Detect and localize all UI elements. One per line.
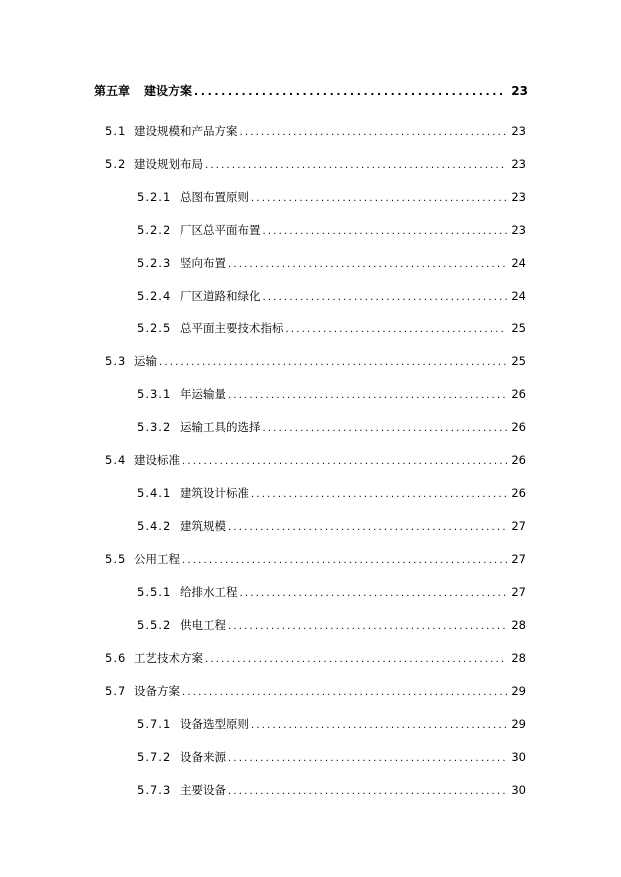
toc-dot-leader bbox=[228, 751, 507, 767]
toc-entry-number: 5.7.1 bbox=[137, 717, 172, 731]
toc-entry-number: 5.3.1 bbox=[137, 387, 172, 401]
toc-entry-5-2-4[interactable] bbox=[137, 288, 526, 306]
toc-entry-5-3-2[interactable] bbox=[137, 419, 526, 437]
toc-dot-leader bbox=[240, 125, 508, 141]
toc-entry-number: 5.6 bbox=[105, 651, 127, 665]
toc-entry-title: 建筑设计标准 bbox=[180, 486, 249, 500]
toc-page-number: 23 bbox=[511, 157, 526, 171]
toc-entry-number: 5.3.2 bbox=[137, 420, 172, 434]
toc-entry-title: 主要设备 bbox=[180, 783, 226, 797]
toc-chapter-title: 建设方案 bbox=[144, 84, 193, 98]
toc-entry-number: 5.2 bbox=[105, 157, 127, 171]
toc-entry-title: 竖向布置 bbox=[180, 256, 226, 270]
toc-entry-number: 5.1 bbox=[105, 124, 127, 138]
toc-entry-number: 5.4.2 bbox=[137, 519, 172, 533]
toc-entry-number: 5.2.2 bbox=[137, 223, 172, 237]
toc-entry-5-7-1[interactable] bbox=[137, 716, 526, 734]
toc-page-number: 23 bbox=[511, 190, 526, 204]
toc-dot-leader bbox=[240, 586, 508, 602]
toc-entry-title: 设备来源 bbox=[180, 750, 226, 764]
toc-page-number: 24 bbox=[511, 289, 526, 303]
toc-entry-number: 5.2.3 bbox=[137, 256, 172, 270]
toc-dot-leader bbox=[228, 257, 507, 273]
toc-dot-leader bbox=[251, 191, 507, 207]
toc-page-number: 27 bbox=[511, 519, 526, 533]
toc-entry-title: 公用工程 bbox=[134, 552, 180, 566]
toc-dot-leader bbox=[228, 520, 507, 536]
toc-entry-5-5[interactable] bbox=[105, 551, 526, 569]
toc-entry-number: 5.4 bbox=[105, 453, 127, 467]
toc-entry-title: 年运输量 bbox=[180, 387, 226, 401]
toc-entry-5-3[interactable] bbox=[105, 353, 526, 371]
toc-entry-number: 5.2.4 bbox=[137, 289, 172, 303]
toc-entry-number: 5.3 bbox=[105, 354, 127, 368]
toc-dot-leader bbox=[182, 685, 507, 701]
toc-entry-title: 工艺技术方案 bbox=[134, 651, 203, 665]
toc-entry-title: 给排水工程 bbox=[180, 585, 238, 599]
toc-entry-title: 建设标准 bbox=[134, 453, 180, 467]
toc-entry-5-5-2[interactable] bbox=[137, 617, 526, 635]
toc-dot-leader bbox=[159, 355, 507, 371]
toc-page-number: 24 bbox=[511, 256, 526, 270]
toc-dot-leader bbox=[286, 322, 508, 338]
toc-dot-leader bbox=[182, 553, 507, 569]
toc-dot-leader bbox=[228, 784, 507, 800]
toc-entry-number: 5.7.2 bbox=[137, 750, 172, 764]
toc-entry-5-2-5[interactable] bbox=[137, 320, 526, 338]
toc-dot-leader bbox=[251, 718, 507, 734]
toc-entry-5-4-2[interactable] bbox=[137, 518, 526, 536]
toc-dot-leader bbox=[263, 224, 508, 240]
toc-page-number: 26 bbox=[511, 387, 526, 401]
toc-dot-leader bbox=[182, 454, 507, 470]
toc-page-number: 23 bbox=[511, 223, 526, 237]
toc-entry-number: 5.5 bbox=[105, 552, 127, 566]
toc-entry-title: 运输 bbox=[134, 354, 157, 368]
toc-entry-number: 5.5.2 bbox=[137, 618, 172, 632]
toc-dot-leader bbox=[263, 421, 508, 437]
toc-page-number: 25 bbox=[511, 321, 526, 335]
toc-dot-leader bbox=[228, 388, 507, 404]
toc-entry-5-2-3[interactable] bbox=[137, 255, 526, 273]
toc-entry-5-6[interactable] bbox=[105, 650, 526, 668]
toc-entry-title: 建筑规模 bbox=[180, 519, 226, 533]
toc-page-number: 27 bbox=[511, 552, 526, 566]
toc-entry-5-2[interactable] bbox=[105, 156, 526, 174]
toc-entry-5-7[interactable] bbox=[105, 683, 526, 701]
toc-page-number: 28 bbox=[511, 651, 526, 665]
toc-entry-5-3-1[interactable] bbox=[137, 386, 526, 404]
toc-dot-leader bbox=[205, 158, 507, 174]
toc-page-number: 29 bbox=[511, 717, 526, 731]
toc-page-number: 26 bbox=[511, 453, 526, 467]
toc-entry-title: 厂区道路和绿化 bbox=[180, 289, 261, 303]
toc-entry-title: 总平面主要技术指标 bbox=[180, 321, 284, 335]
toc-entry-title: 设备选型原则 bbox=[180, 717, 249, 731]
toc-page-number: 26 bbox=[511, 420, 526, 434]
toc-chapter-number: 第五章 bbox=[94, 84, 131, 98]
toc-entry-5-2-2[interactable] bbox=[137, 222, 526, 240]
toc-entry-title: 总图布置原则 bbox=[180, 190, 249, 204]
toc-entry-title: 运输工具的选择 bbox=[180, 420, 261, 434]
toc-entry-5-4-1[interactable] bbox=[137, 485, 526, 503]
toc-entry-number: 5.4.1 bbox=[137, 486, 172, 500]
toc-entry-title: 厂区总平面布置 bbox=[180, 223, 261, 237]
toc-entry-title: 建设规划布局 bbox=[134, 157, 203, 171]
toc-page-number: 27 bbox=[511, 585, 526, 599]
toc-page-number: 28 bbox=[511, 618, 526, 632]
toc-entry-number: 5.2.5 bbox=[137, 321, 172, 335]
toc-entry-number: 5.2.1 bbox=[137, 190, 172, 204]
toc-chapter-5[interactable] bbox=[94, 83, 528, 100]
toc-page-number: 29 bbox=[511, 684, 526, 698]
toc-page-number: 30 bbox=[511, 750, 526, 764]
toc-entry-number: 5.7 bbox=[105, 684, 127, 698]
toc-entry-number: 5.7.3 bbox=[137, 783, 172, 797]
toc-entry-5-7-2[interactable] bbox=[137, 749, 526, 767]
toc-entry-title: 供电工程 bbox=[180, 618, 226, 632]
toc-entry-title: 设备方案 bbox=[134, 684, 180, 698]
toc-page-number: 23 bbox=[511, 84, 528, 98]
toc-dot-leader bbox=[205, 652, 507, 668]
toc-page-number: 23 bbox=[511, 124, 526, 138]
toc-dot-leader bbox=[228, 619, 507, 635]
toc-page-number: 25 bbox=[511, 354, 526, 368]
toc-page-number: 26 bbox=[511, 486, 526, 500]
toc-dot-leader bbox=[194, 84, 507, 100]
toc-entry-number: 5.5.1 bbox=[137, 585, 172, 599]
toc-entry-5-2-1[interactable] bbox=[137, 189, 526, 207]
toc-dot-leader bbox=[263, 290, 508, 306]
toc-entry-title: 建设规模和产品方案 bbox=[134, 124, 238, 138]
toc-entry-5-7-3[interactable] bbox=[137, 782, 526, 800]
toc-entry-5-5-1[interactable] bbox=[137, 584, 526, 602]
toc-entry-5-4[interactable] bbox=[105, 452, 526, 470]
toc-page-number: 30 bbox=[511, 783, 526, 797]
toc-entry-5-1[interactable] bbox=[105, 123, 526, 141]
toc-dot-leader bbox=[251, 487, 507, 503]
